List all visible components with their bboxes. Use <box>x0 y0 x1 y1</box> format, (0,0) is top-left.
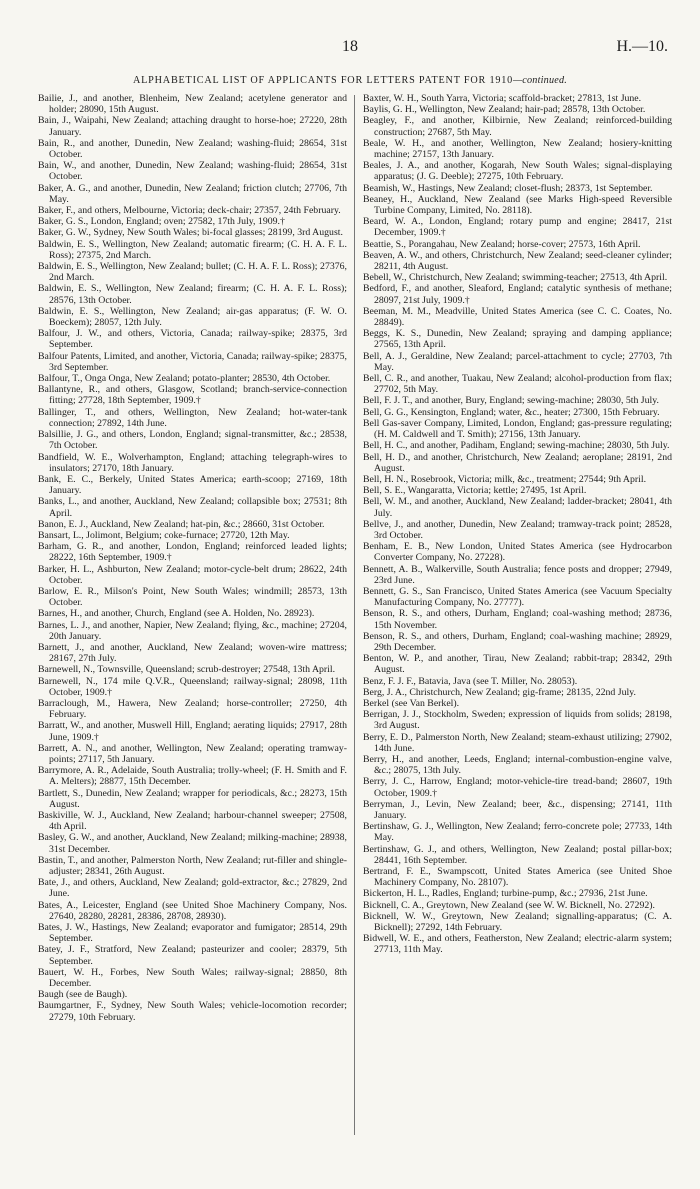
applicant-entry: Barnewell, N., Townsville, Queensland; scrub-destroyer; 27548, 13th April. <box>38 664 336 676</box>
applicant-entry: Barratt, W., and another, Muswell Hill, England; aerating liquids; 27917, 28th June, 1909.† <box>38 720 347 743</box>
applicant-entry: Bailie, J., and another, Blenheim, New Zealand; acetylene generator and holder; 28090, 15th August. <box>38 93 347 116</box>
applicant-entry: Baskiville, W. J., Auckland, New Zealand; harbour-channel sweeper; 27508, 4th April. <box>38 810 347 833</box>
applicant-entry: Banon, E. J., Auckland, New Zealand; hat-pin, &c.; 28660, 31st October. <box>38 518 325 530</box>
applicant-entry: Bicknell, C. A., Greytown, New Zealand (see W. W. Bicknell, No. 27292). <box>363 899 655 911</box>
applicant-entry: Baldwin, E. S., Wellington, New Zealand; firearm; (C. H. A. F. L. Ross); 28576, 13th October. <box>38 283 347 306</box>
applicant-entry: Baylis, G. H., Wellington, New Zealand; hair-pad; 28578, 13th October. <box>363 104 646 116</box>
list-heading <box>0 75 700 86</box>
applicant-entry: Benton, W. P., and another, Tirau, New Zealand; rabbit-trap; 28342, 29th August. <box>363 653 672 676</box>
applicant-entry: Baker, A. G., and another, Dunedin, New Zealand; friction clutch; 27706, 7th May. <box>38 182 347 205</box>
applicant-entry: Bedford, F., and another, Sleaford, England; catalytic synthesis of methane; 28097, 21st July, 1909.† <box>363 283 672 306</box>
applicant-entry: Baldwin, E. S., Wellington, New Zealand; automatic firearm; (C. H. A. F. L. Ross); 27375, 2nd March. <box>38 238 347 261</box>
applicant-entry: Bertrand, F. E., Swampscott, United States America (see United Shoe Machinery Company, No. 28107). <box>363 866 672 889</box>
applicant-entry: Benham, E. B., New London, United States America (see Hydrocarbon Converter Company, No. 27228). <box>363 541 672 564</box>
document-reference: H.—10. <box>616 38 668 55</box>
applicant-entry: Bates, A., Leicester, England (see United Shoe Machinery Company, Nos. 27640, 28280, 28281, 28386, 28708, 28930). <box>38 899 347 922</box>
applicant-entry: Beales, J. A., and another, Kogarah, New South Wales; signal-displaying apparatus; (J. G. Deeble); 27275, 10th February. <box>363 160 672 183</box>
applicant-entry: Bell Gas-saver Company, Limited, London, England; gas-pressure regulating; (H. M. Caldwell and T. Smith); 27156, 13th January. <box>363 417 672 441</box>
applicant-entry: Beaney, H., Auckland, New Zealand (see Marks High-speed Reversible Turbine Company, Limited, No. 28118). <box>363 193 672 217</box>
applicant-entry: Barraclough, M., Hawera, New Zealand; horse-controller; 27250, 4th February. <box>38 697 347 721</box>
applicant-entry: Barnes, H., and another, Church, England (see A. Holden, No. 28923). <box>38 608 315 620</box>
applicant-entry: Bate, J., and others, Auckland, New Zealand; gold-extractor, &c.; 27829, 2nd June. <box>38 877 347 900</box>
applicant-entry: Balfour Patents, Limited, and another, Victoria, Canada; railway-spike; 28375, 3rd September. <box>38 350 347 373</box>
applicant-entry: Bell, W. M., and another, Auckland, New Zealand; ladder-bracket; 28041, 4th July. <box>363 496 672 519</box>
applicant-entry: Beggs, K. S., Dunedin, New Zealand; spraying and damping appliance; 27565, 13th April. <box>363 328 672 351</box>
applicant-entry: Bandfield, W. E., Wolverhampton, England; attaching telegraph-wires to insulators; 27170, 18th January. <box>38 451 347 474</box>
applicant-entry: Bellve, J., and another, Dunedin, New Zealand; tramway-track point; 28528, 3rd October. <box>363 518 672 541</box>
applicant-entry: Bates, J. W., Hastings, New Zealand; evaporator and fumigator; 28514, 29th September. <box>38 922 347 945</box>
applicant-entry: Beeman, M. M., Meadville, United States America (see C. C. Coates, No. 28849). <box>363 305 672 329</box>
applicant-entry: Berg, J. A., Christchurch, New Zealand; gig-frame; 28135, 22nd July. <box>363 686 636 698</box>
applicant-entry: Bell, H. N., Rosebrook, Victoria; milk, &c., treatment; 27544; 9th April. <box>363 473 647 485</box>
page-number: 18 <box>342 38 358 55</box>
applicant-entry: Bauert, W. H., Forbes, New South Wales; railway-signal; 28850, 8th December. <box>38 966 347 990</box>
applicant-entry: Barrett, A. N., and another, Wellington, New Zealand; operating tramway-points; 27117, 5th January. <box>38 742 347 765</box>
applicant-entry: Bertinshaw, G. J., and others, Wellington, New Zealand; postal pillar-box; 28441, 16th September. <box>363 843 672 866</box>
applicant-entry: Balfour, T., Onga Onga, New Zealand; potato-planter; 28530, 4th October. <box>38 373 331 385</box>
applicant-entry: Batey, J. F., Stratford, New Zealand; pasteurizer and cooler; 28379, 5th September. <box>38 944 347 967</box>
applicant-entry: Berryman, J., Levin, New Zealand; beer, &c., dispensing; 27141, 11th January. <box>363 798 672 821</box>
applicant-entry: Baugh (see de Baugh). <box>38 989 128 1001</box>
applicant-entry: Bain, W., and another, Dunedin, New Zealand; washing-fluid; 28654, 31st October. <box>38 160 347 183</box>
applicant-entry: Bell, S. E., Wangaratta, Victoria; kettle; 27495, 1st April. <box>363 485 587 497</box>
applicant-entry: Berrigan, J. J., Stockholm, Sweden; expression of liquids from solids; 28198, 3rd August. <box>363 709 672 732</box>
applicant-entry: Bell, A. J., Geraldine, New Zealand; parcel-attachment to cycle; 27703, 7th May. <box>363 350 672 373</box>
applicant-list <box>38 93 672 1163</box>
applicant-entry: Bell, H. C., and another, Padiham, England; sewing-machine; 28030, 5th July. <box>363 440 670 452</box>
applicant-entry: Bell, H. D., and another, Christchurch, New Zealand; aeroplane; 28191, 2nd August. <box>363 451 672 474</box>
applicant-entry: Bain, R., and another, Dunedin, New Zealand; washing-fluid; 28654, 31st October. <box>38 137 347 161</box>
applicant-entry: Bank, E. C., Berkely, United States America; earth-scoop; 27169, 18th January. <box>38 473 347 497</box>
applicant-entry: Bertinshaw, G. J., Wellington, New Zealand; ferro-concrete pole; 27733, 14th May. <box>363 821 672 844</box>
applicant-entry: Ballantyne, R., and others, Glasgow, Scotland; branch-service-connection fitting; 27728, 18th September, 1909.† <box>38 384 347 407</box>
applicant-entry: Bidwell, W. E., and others, Featherston, New Zealand; electric-alarm system; 27713, 11th May. <box>363 933 672 956</box>
applicant-entry: Berry, E. D., Palmerston North, New Zealand; steam-exhaust utilizing; 27902, 14th June. <box>363 731 672 754</box>
applicant-entry: Bennett, A. B., Walkerville, South Australia; fence posts and dropper; 27949, 23rd June. <box>363 563 672 586</box>
applicant-entry: Barham, G. R., and another, London, England; reinforced leaded lights; 28222, 16th September, 1909.† <box>38 541 347 564</box>
applicant-entry: Bell, F. J. T., and another, Bury, England; sewing-machine; 28030, 5th July. <box>363 395 659 407</box>
applicant-entry: Bickerton, H. L., Radles, England; turbine-pump, &c.; 27936, 21st June. <box>363 888 648 900</box>
column-divider <box>354 95 355 1135</box>
applicant-entry: Baxter, W. H., South Yarra, Victoria; scaffold-bracket; 27813, 1st June. <box>363 93 642 104</box>
applicant-entry: Beard, W. A., London, England; rotary pump and engine; 28417, 21st December, 1909.† <box>363 216 672 239</box>
applicant-entry: Berry, J. C., Harrow, England; motor-vehicle-tire tread-band; 28607, 19th October, 1909.† <box>363 776 672 799</box>
applicant-entry: Beale, W. H., and another, Wellington, New Zealand; hosiery-knitting machine; 27157, 13th January. <box>363 137 672 161</box>
applicant-entry: Benz, F. J. F., Batavia, Java (see T. Miller, No. 28053). <box>363 675 578 687</box>
applicant-entry: Barnes, L. J., and another, Napier, New Zealand; flying, &c., machine; 27204, 20th January. <box>38 619 347 642</box>
applicant-entry: Banks, L., and another, Auckland, New Zealand; collapsible box; 27531; 8th April. <box>38 496 347 519</box>
applicant-entry: Bastin, T., and another, Palmerston North, New Zealand; rut-filler and shingle-adjuster; 28341, 26th August. <box>38 854 347 878</box>
applicant-entry: Bicknell, W. W., Greytown, New Zealand; signalling-apparatus; (C. A. Bicknell); 27292, 14th February. <box>363 910 672 934</box>
applicant-entry: Bennett, G. S., San Francisco, United States America (see Vacuum Specialty Manufacturing Company, No. 27777). <box>363 585 672 609</box>
applicant-entry: Bell, G. G., Kensington, England; water, &c., heater; 27300, 15th February. <box>363 406 660 418</box>
applicant-entry: Beagley, F., and another, Kilbirnie, New Zealand; reinforced-building construction; 27687, 5th May. <box>363 115 672 138</box>
applicant-entry: Baker, G. W., Sydney, New South Wales; bi-focal glasses; 28199, 3rd August. <box>38 227 343 239</box>
applicant-entry: Bansart, L., Jolimont, Belgium; coke-furnace; 27720, 12th May. <box>38 529 290 541</box>
applicant-entry: Barker, H. L., Ashburton, New Zealand; motor-cycle-belt drum; 28622, 24th October. <box>38 563 347 586</box>
applicant-entry: Basley, G. W., and another, Auckland, New Zealand; milking-machine; 28938, 31st December. <box>38 832 347 855</box>
applicant-entry: Balfour, J. W., and others, Victoria, Canada; railway-spike; 28375, 3rd September. <box>38 328 347 351</box>
right-column <box>363 93 672 1163</box>
applicant-entry: Barlow, E. R., Milson's Point, New South Wales; windmill; 28573, 13th October. <box>38 585 347 609</box>
applicant-entry: Beattie, S., Porangahau, New Zealand; horse-cover; 27573, 16th April. <box>363 238 641 250</box>
applicant-entry: Balsillie, J. G., and others, London, England; signal-transmitter, &c.; 28538, 7th October. <box>38 429 347 452</box>
applicant-entry: Baker, F., and others, Melbourne, Victoria; deck-chair; 27357, 24th February. <box>38 205 341 217</box>
list-heading-title: ALPHABETICAL LIST OF APPLICANTS FOR LETTERS PATENT FOR 1910 <box>132 75 514 86</box>
list-heading-continued: —continued. <box>513 75 567 86</box>
applicant-entry: Barnett, J., and another, Auckland, New Zealand; woven-wire mattress; 28167, 27th July. <box>38 641 347 665</box>
applicant-entry: Ballinger, T., and others, Wellington, New Zealand; hot-water-tank connection; 27892, 14th June. <box>38 406 347 429</box>
applicant-entry: Beaven, A. W., and others, Christchurch, New Zealand; seed-cleaner cylinder; 28211, 4th August. <box>363 249 672 273</box>
applicant-entry: Bell, C. R., and another, Tuakau, New Zealand; alcohol-production from flax; 27702, 5th May. <box>363 373 672 396</box>
applicant-entry: Bain, J., Waipahi, New Zealand; attaching draught to horse-hoe; 27220, 28th January. <box>38 115 347 138</box>
applicant-entry: Bebell, W., Christchurch, New Zealand; swimming-teacher; 27513, 4th April. <box>363 272 668 284</box>
applicant-entry: Berry, H., and another, Leeds, England; internal-combustion-engine valve, &c.; 28075, 13th July. <box>363 753 672 777</box>
left-column <box>38 93 347 1163</box>
applicant-entry: Barrymore, A. R., Adelaide, South Australia; trolly-wheel; (F. H. Smith and F. A. Melters); 28877, 15th December. <box>38 765 347 788</box>
applicant-entry: Baumgartner, F., Sydney, New South Wales; vehicle-locomotion recorder; 27279, 10th February. <box>38 1000 347 1023</box>
applicant-entry: Baldwin, E. S., Wellington, New Zealand; bullet; (C. H. A. F. L. Ross); 27376, 2nd March. <box>38 261 347 284</box>
applicant-entry: Benson, R. S., and others, Durham, England; coal-washing method; 28736, 15th November. <box>363 608 672 631</box>
applicant-entry: Baker, G. S., London, England; oven; 27582, 17th July, 1909.† <box>38 216 285 228</box>
applicant-entry: Benson, R. S., and others, Durham, England; coal-washing machine; 28929, 29th December. <box>363 630 672 653</box>
applicant-entry: Beamish, W., Hastings, New Zealand; closet-flush; 28373, 1st September. <box>363 182 653 194</box>
applicant-entry: Bartlett, S., Dunedin, New Zealand; wrapper for periodicals, &c.; 28273, 15th August. <box>38 787 347 810</box>
applicant-entry: Baldwin, E. S., Wellington, New Zealand; air-gas apparatus; (F. W. O. Boeckem); 28057, 12th July. <box>38 305 347 329</box>
applicant-entry: Berkel (see Van Berkel). <box>363 697 460 709</box>
applicant-entry: Barnewell, N., 174 mile Q.V.R., Queensland; railway-signal; 28098, 11th October, 1909.† <box>38 675 347 698</box>
